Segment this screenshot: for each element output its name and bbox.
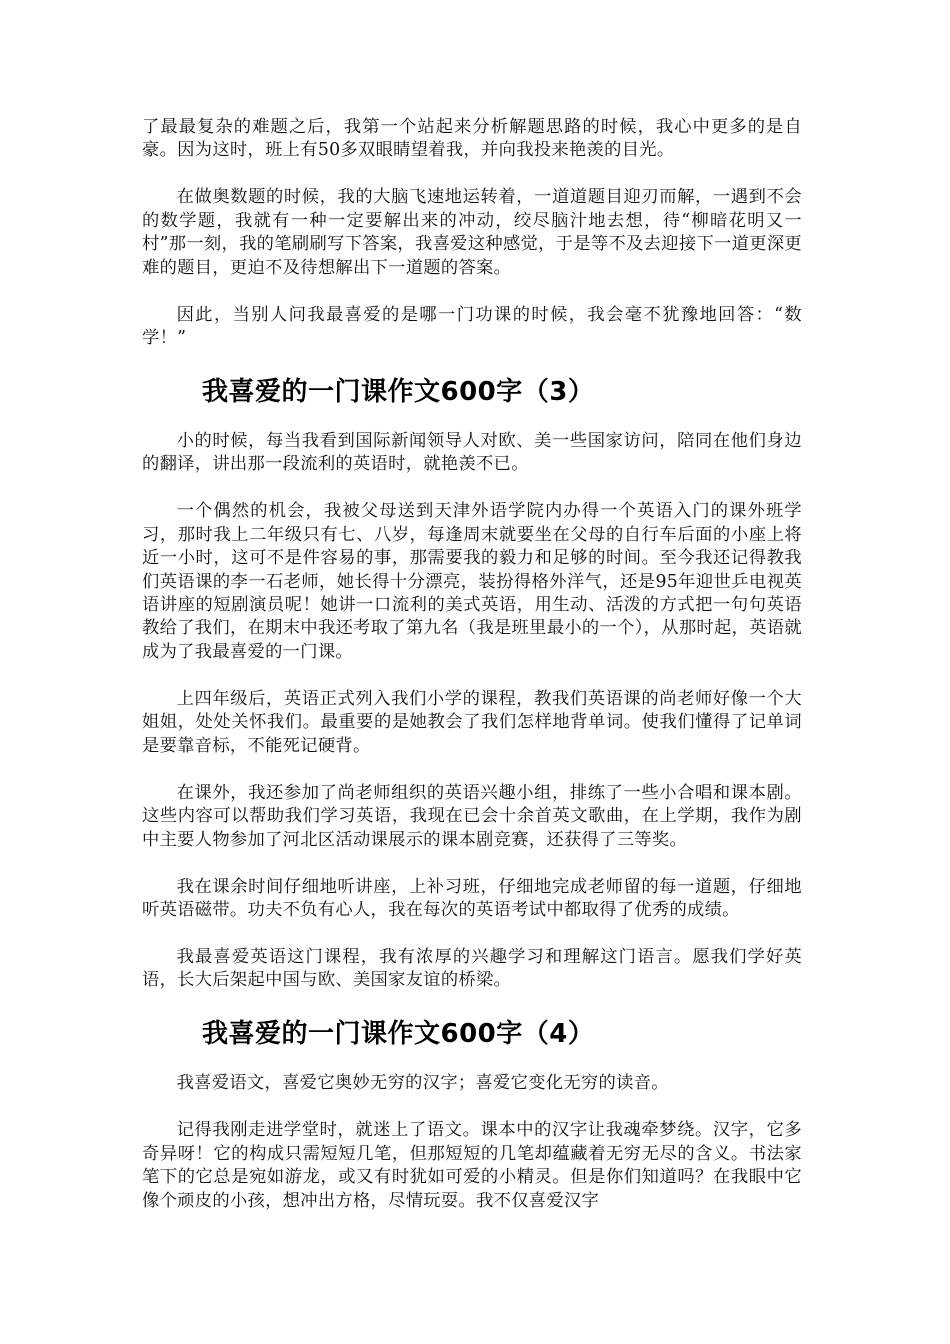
paragraph: 因此，当别人问我最喜爱的是哪一门功课的时候，我会毫不犹豫地回答：“数学！” [142, 304, 802, 349]
paragraph: 在做奥数题的时候，我的大脑飞速地运转着，一道道题目迎刃而解，一遇到不会的数学题，我就有一种一定要解出来的冲动，绞尽脑汁地去想，待“柳暗花明又一村”那一刻，我的笔刷刷写下答案，我喜爱这种感觉，于是等不及去迎接下一道更深更难的题目，更迫不及待想解出下一道题的答案。 [142, 187, 802, 278]
paragraph: 记得我刚走进学堂时，就迷上了语文。课本中的汉字让我魂牵梦绕。汉字，它多奇异呀！它的构成只需短短几笔，但那短短的几笔却蕴藏着无穷无尽的含义。书法家笔下的它总是宛如游龙，或又有时犹如可爱的小精灵。但是你们知道吗？在我眼中它像个顽皮的小孩，想冲出方格，尽情玩耍。我不仅喜爱汉字 [142, 1120, 802, 1211]
document-page [142, 116, 802, 1237]
paragraph: 我最喜爱英语这门课程，我有浓厚的兴趣学习和理解这门语言。愿我们学好英语，长大后架起中国与欧、美国家友谊的桥梁。 [142, 946, 802, 991]
paragraph: 我在课余时间仔细地听讲座，上补习班，仔细地完成老师留的每一道题，仔细地听英语磁带。功夫不负有心人，我在每次的英语考试中都取得了优秀的成绩。 [142, 876, 802, 920]
section-heading: 我喜爱的一门课作文600字（4） [202, 1019, 595, 1050]
paragraph: 上四年级后，英语正式列入我们小学的课程，教我们英语课的尚老师好像一个大姐姐，处处关怀我们。最重要的是她教会了我们怎样地背单词。使我们懂得了记单词是要靠音标，不能死记硬背。 [142, 688, 802, 756]
paragraph: 我喜爱语文，喜爱它奥妙无穷的汉字；喜爱它变化无穷的读音。 [176, 1073, 669, 1094]
paragraph: 在课外，我还参加了尚老师组织的英语兴趣小组，排练了一些小合唱和课本剧。这些内容可以帮助我们学习英语，我现在已会十余首英文歌曲，在上学期，我作为剧中主要人物参加了河北区活动课展示的课本剧竞赛，还获得了三等奖。 [142, 782, 802, 850]
paragraph: 了最最复杂的难题之后，我第一个站起来分析解题思路的时候，我心中更多的是自豪。因为这时，班上有50多双眼睛望着我，并向我投来艳羡的目光。 [142, 117, 802, 161]
paragraph: 一个偶然的机会，我被父母送到天津外语学院内办得一个英语入门的课外班学习，那时我上二年级只有七、八岁，每逢周末就要坐在父母的自行车后面的小座上将近一小时，这可不是件容易的事，那需要我的毅力和足够的时间。至今我还记得教我们英语课的李一石老师，她长得十分漂亮，装扮得格外洋气，还是95年迎世乒电视英语讲座的短剧演员呢！她讲一口流利的美式英语，用生动、活泼的方式把一句句英语教给了我们，在期末中我还考取了第九名（我是班里最小的一个），从那时起，英语就成为了我最喜爱的一门课。 [142, 501, 802, 662]
paragraph: 小的时候，每当我看到国际新闻领导人对欧、美一些国家访问，陪同在他们身边的翻译，讲出那一段流利的英语时，就艳羡不已。 [142, 431, 802, 475]
section-heading: 我喜爱的一门课作文600字（3） [202, 377, 595, 408]
